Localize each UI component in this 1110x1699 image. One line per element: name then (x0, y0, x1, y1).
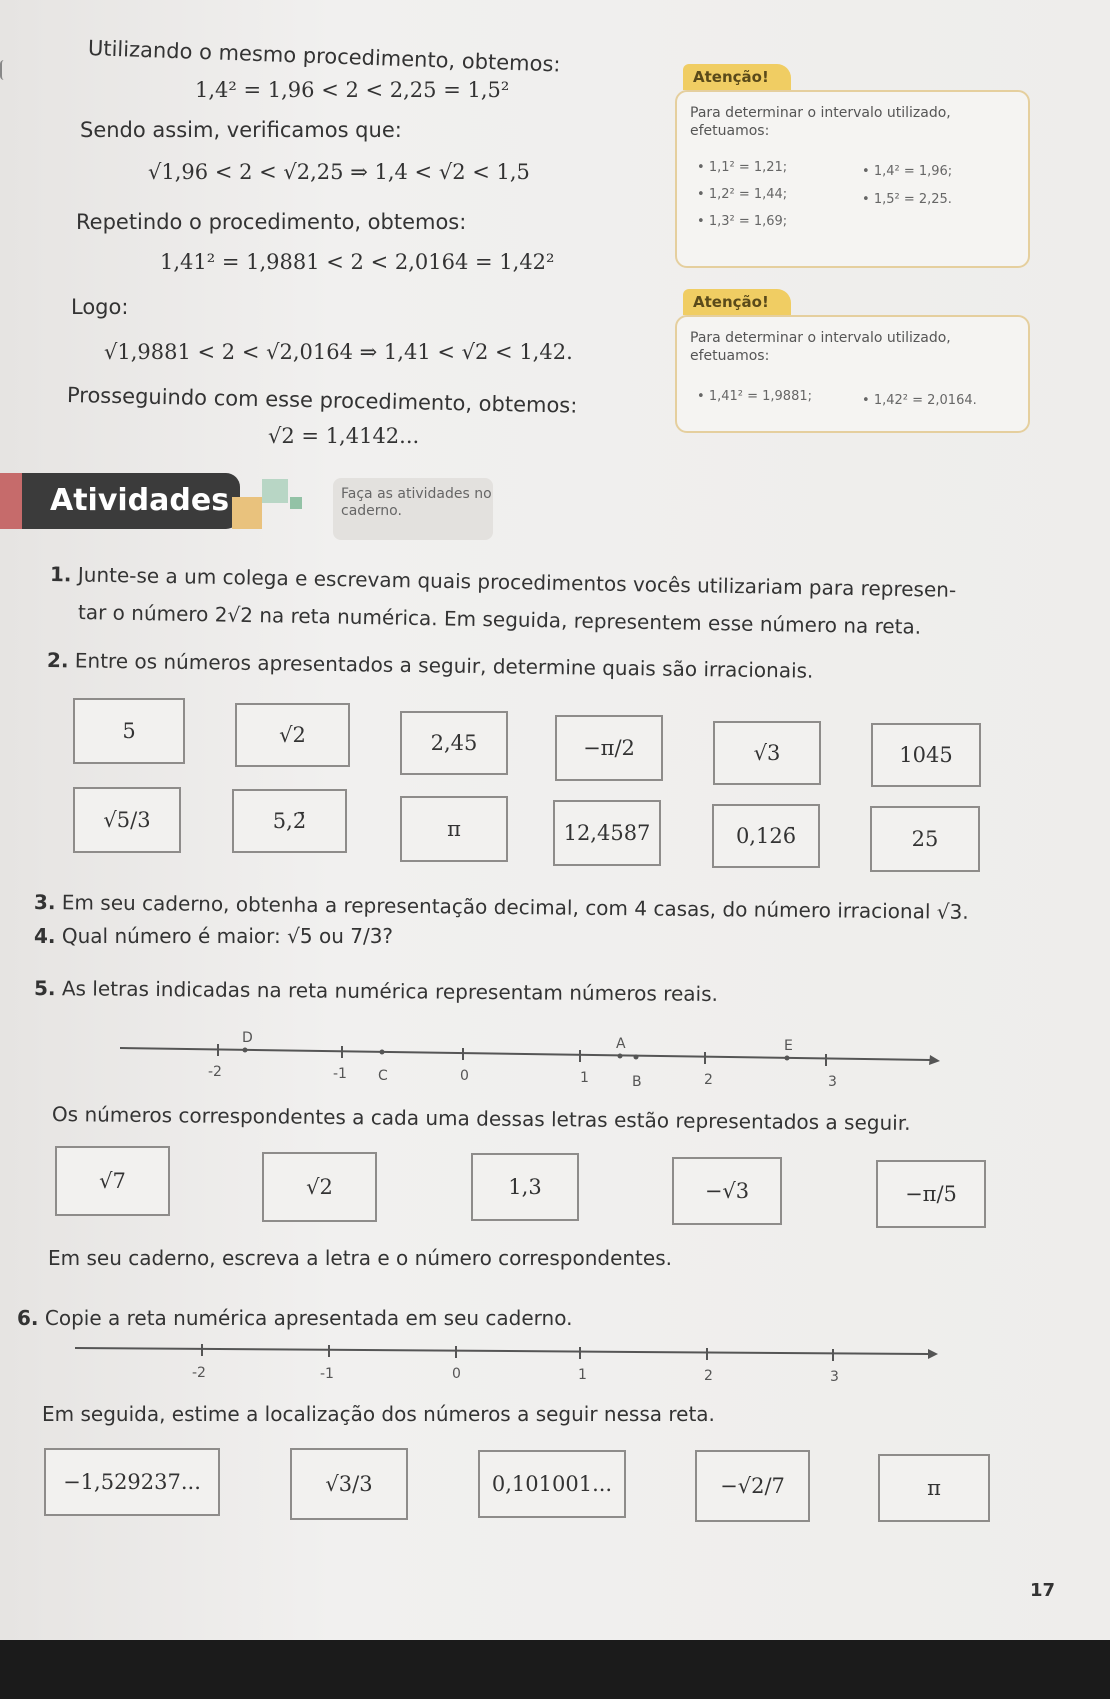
decor-square (262, 479, 288, 503)
letter-A: A (616, 1036, 626, 1052)
intro-equation-2: √1,96 < 2 < √2,25 ⇒ 1,4 < √2 < 1,5 (148, 160, 530, 184)
note-2-tag: Atenção! (683, 289, 791, 315)
note-1-item: • 1,4² = 1,96; (862, 164, 953, 179)
question-6-after: Em seguida, estime a localização dos números a seguir nessa reta. (42, 1402, 715, 1426)
question-5-final: Em seu caderno, escreva a letra e o número correspondentes. (48, 1246, 672, 1270)
point-E (785, 1056, 790, 1061)
q2-option: √2 (235, 703, 350, 767)
tick-label: -1 (333, 1066, 347, 1082)
q2-option: √5/3 (73, 787, 181, 853)
q6-option: √3/3 (290, 1448, 408, 1520)
tick-label: 3 (828, 1074, 837, 1090)
letter-C: C (378, 1068, 388, 1084)
question-6: 6. Copie a reta numérica apresentada em seu caderno. (17, 1306, 573, 1330)
q2-option: 5 (73, 698, 185, 764)
q2-option: 1045 (871, 723, 981, 787)
decor-square (232, 497, 262, 529)
background-surface (0, 1640, 1110, 1699)
intro-line-1: Utilizando o mesmo procedimento, obtemos: (87, 36, 561, 77)
q2-option: 12,4587 (553, 800, 661, 866)
q5-option: −√3 (672, 1157, 782, 1225)
tick-label: 1 (578, 1367, 587, 1383)
intro-equation-3: 1,41² = 1,9881 < 2 < 2,0164 = 1,42² (160, 250, 555, 274)
q5-option: √7 (55, 1146, 170, 1216)
letter-B: B (632, 1074, 642, 1090)
q2-option: π (400, 796, 508, 862)
q2-option: 5,2̄ (232, 789, 347, 853)
intro-line-2: Sendo assim, verificamos que: (80, 118, 402, 142)
note-1-item: • 1,1² = 1,21; (697, 160, 788, 175)
activities-hint: Faça as atividades no caderno. (333, 478, 493, 540)
note-1-tag: Atenção! (683, 64, 791, 90)
tick-label: 3 (830, 1369, 839, 1385)
q6-option: −√2/7 (695, 1450, 810, 1522)
note-1-box (675, 90, 1030, 268)
intro-equation-4: √1,9881 < 2 < √2,0164 ⇒ 1,41 < √2 < 1,42. (104, 340, 573, 364)
activities-title: Atividades (50, 483, 230, 518)
question-1-line-2: tar o número 2√2 na reta numérica. Em seguida, representem esse número na reta. (77, 600, 922, 639)
intro-equation-5: √2 = 1,4142... (268, 424, 420, 448)
q6-option: π (878, 1454, 990, 1522)
page-edge-mark (0, 60, 8, 80)
q2-option: 2,45 (400, 711, 508, 775)
q2-option: −π/2 (555, 715, 663, 781)
number-line-arrow (929, 1055, 940, 1065)
tick-label: -2 (192, 1365, 206, 1381)
tick-label: 2 (704, 1368, 713, 1384)
q2-option: √3 (713, 721, 821, 785)
q2-option: 25 (870, 806, 980, 872)
question-4: 4. Qual número é maior: √5 ou 7/3? (34, 924, 394, 948)
note-2-item: • 1,41² = 1,9881; (697, 389, 812, 404)
decor-square (290, 497, 302, 509)
point-C (380, 1050, 385, 1055)
intro-equation-1: 1,4² = 1,96 < 2 < 2,25 = 1,5² (195, 78, 510, 102)
q6-option: 0,101001... (478, 1450, 626, 1518)
tick-label: -2 (208, 1064, 222, 1080)
q2-option: 0,126̄ (712, 804, 820, 868)
page-number: 17 (1030, 1580, 1056, 1601)
note-2-box (675, 315, 1030, 433)
question-1: 1. Junte-se a um colega e escrevam quais procedimentos vocês utilizariam para represen- (49, 562, 957, 602)
note-1-text: Para determinar o intervalo utilizado, efetuamos: (690, 105, 951, 139)
q5-option: √2 (262, 1152, 377, 1222)
note-2-item: • 1,42² = 2,0164. (862, 393, 977, 408)
q5-option: −π/5 (876, 1160, 986, 1228)
intro-line-3: Repetindo o procedimento, obtemos: (76, 210, 467, 234)
tick-label: -1 (320, 1366, 334, 1382)
tick-label: 0 (452, 1366, 461, 1382)
tick-label: 0 (460, 1068, 469, 1084)
note-1-item: • 1,5² = 2,25. (862, 192, 952, 207)
question-5: 5. As letras indicadas na reta numérica representam números reais. (33, 976, 719, 1006)
note-2-text: Para determinar o intervalo utilizado, efetuamos: (690, 330, 951, 364)
question-3: 3. Em seu caderno, obtenha a representação decimal, com 4 casas, do número irracional √3. (33, 890, 969, 924)
question-5-after: Os números correspondentes a cada uma dessas letras estão representados a seguir. (51, 1102, 911, 1135)
letter-D: D (242, 1030, 253, 1046)
note-1-item: • 1,2² = 1,44; (697, 187, 788, 202)
tick-label: 2 (704, 1072, 713, 1088)
q5-option: 1,3 (471, 1153, 579, 1221)
letter-E: E (784, 1038, 793, 1054)
number-line-axis (120, 1048, 930, 1060)
point-A (618, 1054, 623, 1059)
question-2: 2. Entre os números apresentados a seguir, determine quais são irracionais. (46, 648, 814, 683)
number-line-arrow (928, 1349, 938, 1359)
intro-line-4: Logo: (71, 295, 129, 319)
note-1-item: • 1,3² = 1,69; (697, 214, 788, 229)
q6-option: −1,529237... (44, 1448, 220, 1516)
point-B (634, 1055, 639, 1060)
tick-label: 1 (580, 1070, 589, 1086)
point-D (243, 1048, 248, 1053)
intro-line-5: Prosseguindo com esse procedimento, obtemos: (66, 383, 578, 418)
